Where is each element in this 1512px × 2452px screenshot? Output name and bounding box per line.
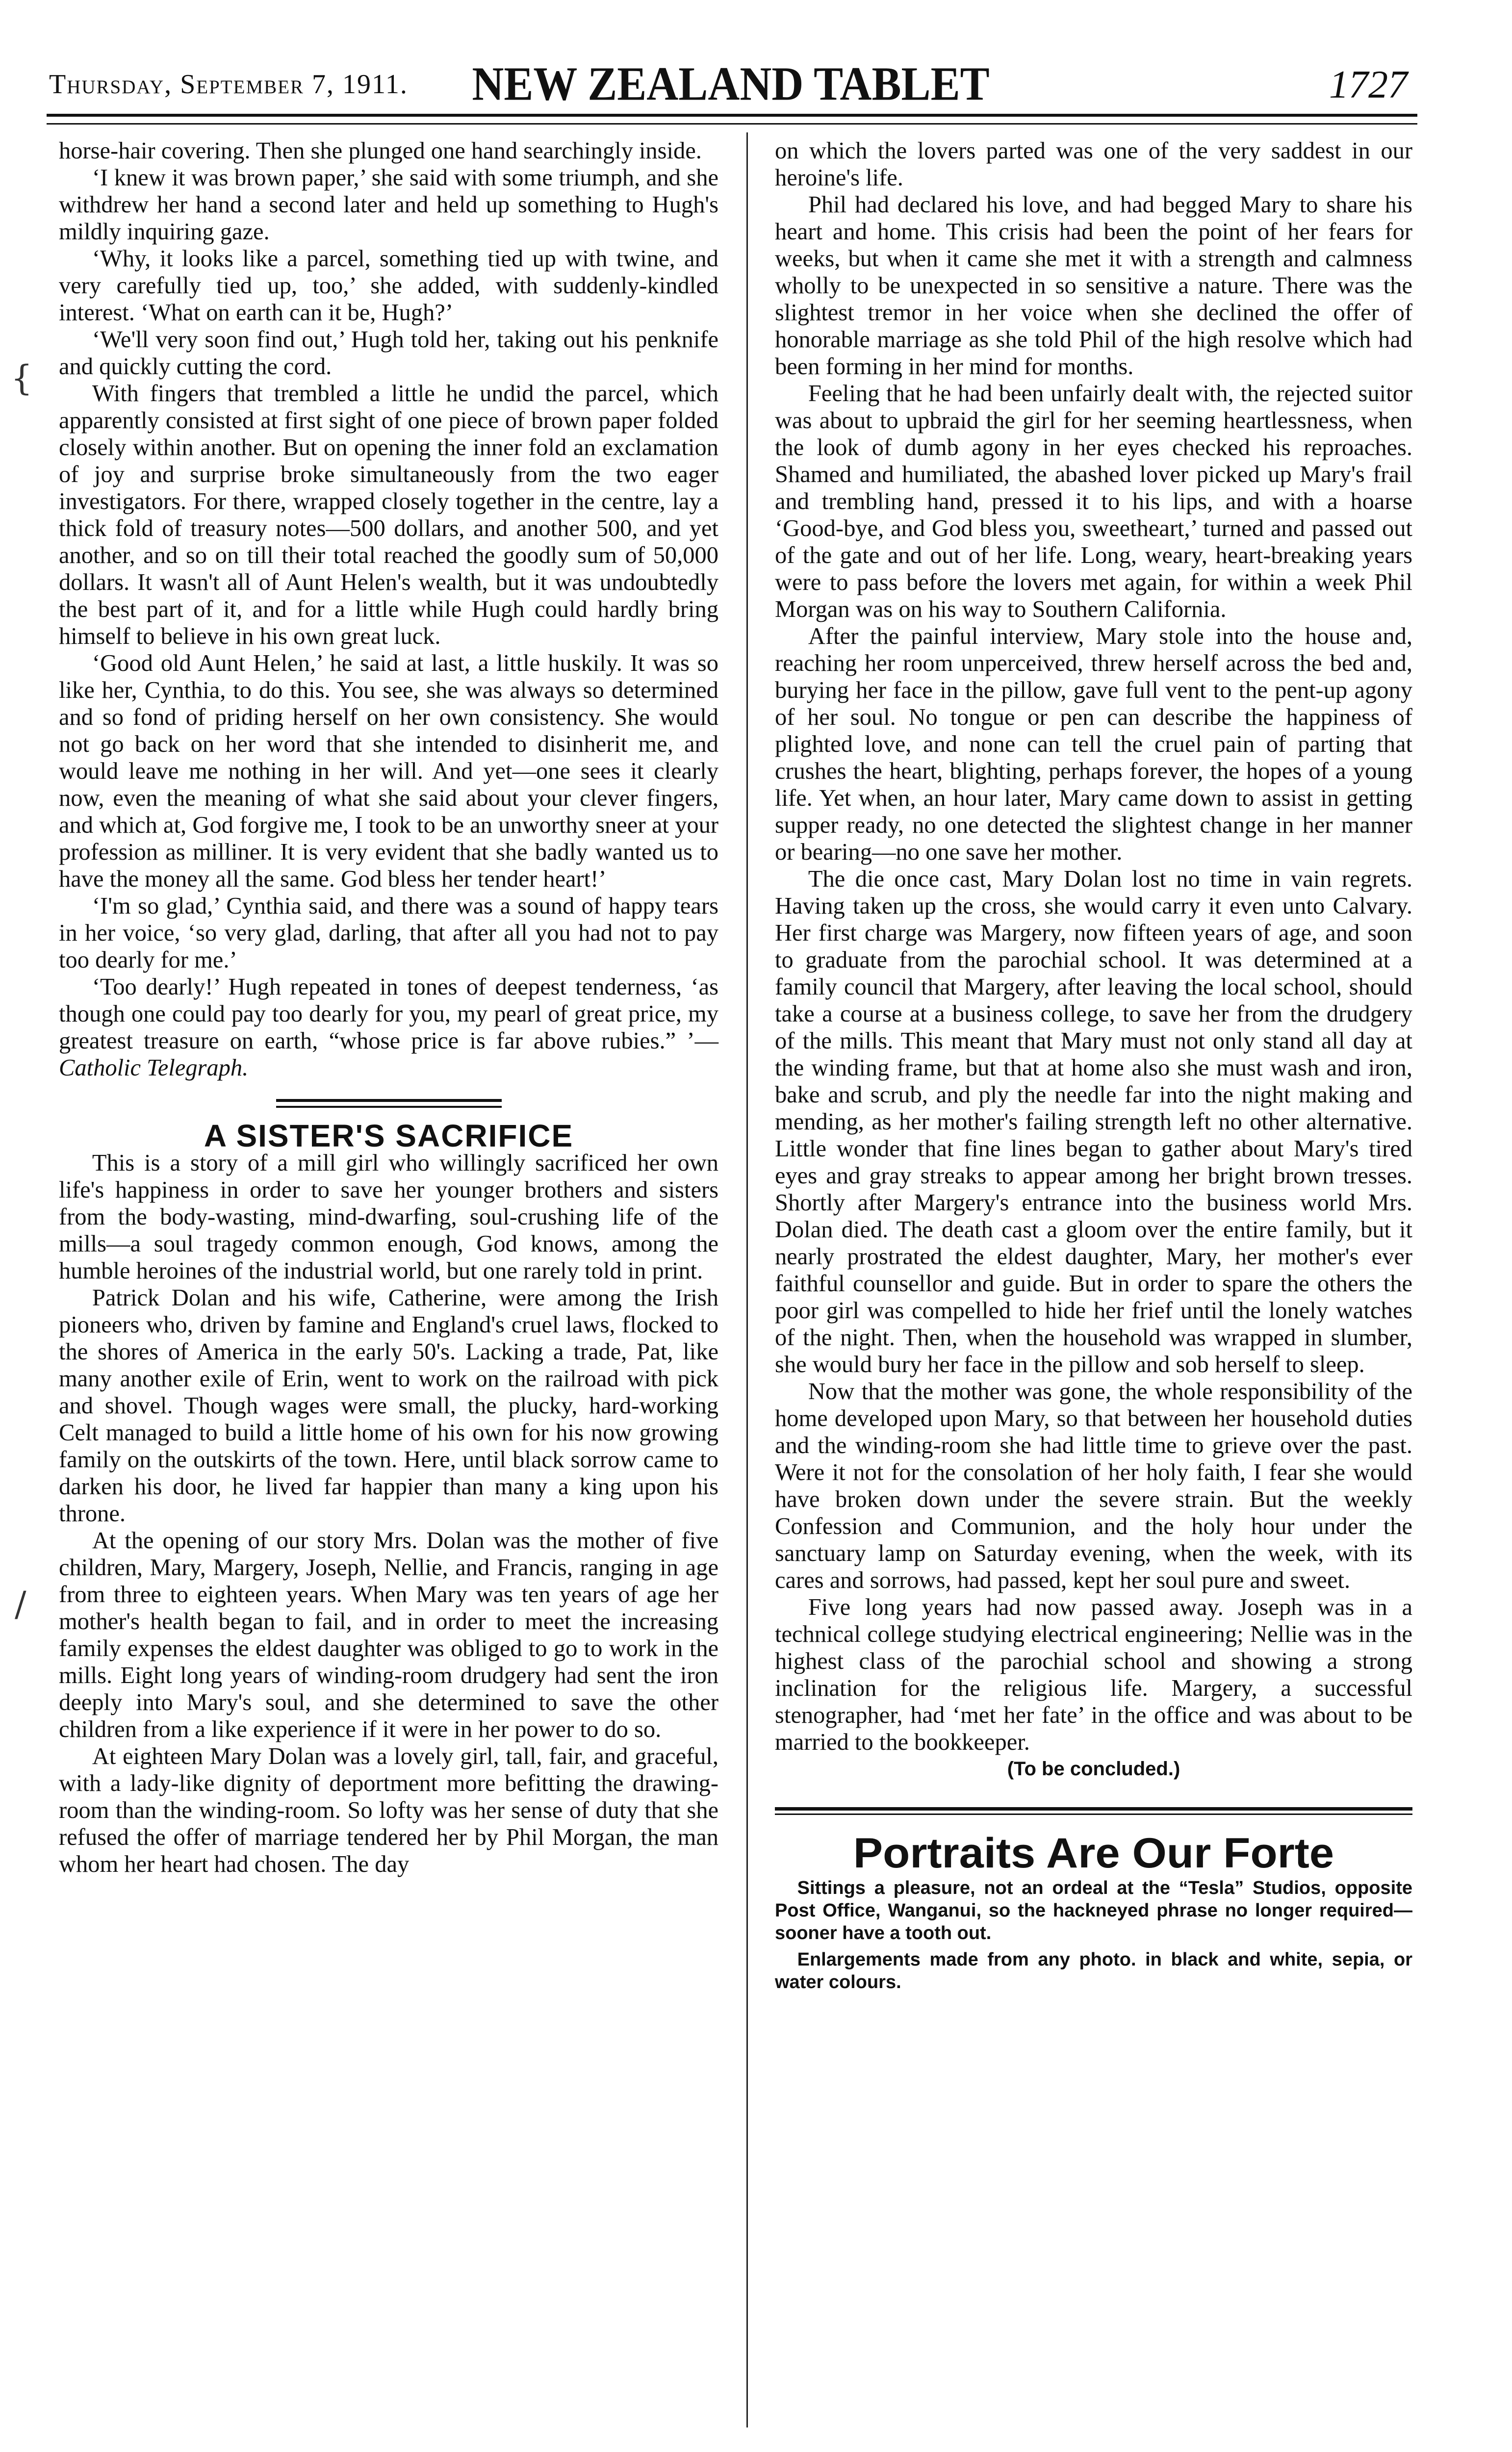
paragraph: ‘I knew it was brown paper,’ she said with some triumph, and she withdrew her hand a second later and held up something to Hugh's mildly inquiring gaze. (59, 165, 718, 245)
story-paragraph: At the opening of our story Mrs. Dolan was the mother of five children, Mary, Margery, Joseph, Nellie, and Francis, ranging in age from three to eighteen years. When Mary was ten years of age her mother's health began to fail, and in order to meet the increasing family expenses the eldest daughter was obliged to go to work in the mills. Eight long years of winding-room drudgery had sent the iron deeply into Mary's soul, and she determined to save the other children from a like experience if it were in her power to do so. (59, 1528, 718, 1742)
section-title: A SISTER'S SACRIFICE (204, 1118, 574, 1153)
story-paragraph: After the painful interview, Mary stole into the house and, reaching her room unperceived, threw herself across the bed and, burying her face in the pillow, gave full vent to the pent-up agony of her soul. No tongue or pen can describe the happiness of plighted love, and none can tell the cruel pain of parting that crushes the heart, blighting, perhaps forever, the hopes of a young life. Yet when, an hour later, Mary came down to assist in getting supper ready, no one detected the slightest change in her manner or bearing—no one save her mother. (775, 623, 1412, 865)
advertisement-body (775, 1877, 1412, 1993)
paragraph: With fingers that trembled a little he undid the parcel, which apparently consisted at first sight of one piece of brown paper folded closely within another. But on opening the inner fold an exclamation of joy and surprise broke simultaneously from the two eager investigators. For there, wrapped closely together in the centre, lay a thick fold of treasury notes—500 dollars, and another 500, and yet another, and so on till their total reached the goodly sum of 50,000 dollars. It wasn't all of Aunt Helen's wealth, but it was undoubtedly the best part of it, and for a little while Hugh could hardly bring himself to believe in his own great luck. (59, 381, 718, 649)
page-header (49, 59, 1412, 113)
paragraph-final (59, 973, 718, 1081)
paragraph: ‘We'll very soon find out,’ Hugh told her, taking out his penknife and quickly cutting the cord. (59, 327, 718, 380)
advertisement-paragraph: Sittings a pleasure, not an ordeal at the “Tesla” Studios, opposite Post Office, Wanganui, so the hackneyed phrase no longer required—sooner have a tooth out. (775, 1878, 1412, 1943)
paragraph: ‘Why, it looks like a parcel, something tied up with twine, and very carefully tied up, too,’ she added, with suddenly-kindled interest. ‘What on earth can it be, Hugh?’ (59, 246, 718, 326)
paragraph: horse-hair covering. Then she plunged one hand searchingly inside. (59, 138, 702, 164)
margin-mark-slash: / (15, 1584, 26, 1624)
story-paragraph: At eighteen Mary Dolan was a lovely girl, tall, fair, and graceful, with a lady-like dignity of deportment more befitting the drawing-room than the winding-room. So lofty was her sense of duty that she refused the offer of marriage tendered her by Phil Morgan, the man whom her heart had chosen. The day (59, 1743, 718, 1877)
paragraph: ‘I'm so glad,’ Cynthia said, and there was a sound of happy tears in her voice, ‘so very glad, darling, that after all you had not to pay too dearly for me.’ (59, 893, 718, 973)
page-number: 1727 (1329, 63, 1408, 106)
story-paragraph: on which the lovers parted was one of the very saddest in our heroine's life. (775, 138, 1412, 191)
source-credit: Catholic Telegraph. (59, 1055, 249, 1081)
column-divider (746, 132, 748, 2427)
header-rule (47, 114, 1417, 125)
story-paragraph: Five long years had now passed away. Joseph was in a technical college studying electrical engineering; Nellie was in the highest class of the parochial school and showing a strong inclination for the religious life. Margery, a successful stenographer, had ‘met her fate’ in the office and was about to be married to the bookkeeper. (775, 1594, 1412, 1755)
story-paragraph: Now that the mother was gone, the whole responsibility of the home developed upon Mary, so that between her household duties and the winding-room she had little time to grieve over the past. Were it not for the consolation of her holy faith, I fear she would have broken down under the severe strain. But the weekly Confession and Communion, and the holy hour under the sanctuary lamp on Saturday evening, when the week, with its cares and sorrows, had passed, kept her soul pure and sweet. (775, 1379, 1412, 1593)
advertisement-paragraph: Enlargements made from any photo. in black and white, sepia, or water colours. (775, 1949, 1412, 1992)
advertisement-rule (775, 1807, 1412, 1815)
advertisement-headline: Portraits Are Our Forte (853, 1830, 1334, 1877)
paragraph: ‘Good old Aunt Helen,’ he said at last, a little huskily. It was so like her, Cynthia, to do this. You see, she was always so determined and so fond of priding herself on her own consistency. She would not go back on her word that she intended to disinherit me, and would leave me nothing in her will. And yet—one sees it clearly now, even the meaning of what she said about your clever fingers, and which at, God forgive me, I took to be an unworthy sneer at your profession as milliner. It is very evident that she badly wanted us to have the money all the same. God bless her tender heart!’ (59, 650, 718, 892)
publication-title: NEW ZEALAND TABLET (472, 58, 990, 110)
story-paragraph: This is a story of a mill girl who willingly sacrificed her own life's happiness in order to save her younger brothers and sisters from the body-wasting, mind-dwarfing, soul-crushing life of the mills—a soul tragedy common enough, God knows, among the humble heroines of the industrial world, but one rarely told in print. (59, 1150, 718, 1284)
section-rule (276, 1099, 502, 1108)
issue-date: Thursday, September 7, 1911. (49, 69, 408, 100)
right-column (775, 137, 1412, 1997)
story-paragraph: Patrick Dolan and his wife, Catherine, were among the Irish pioneers who, driven by famine and England's cruel laws, flocked to the shores of America in the early 50's. Lacking a trade, Pat, like many another exile of Erin, went to work on the railroad with pick and shovel. Though wages were small, the plucky, hard-working Celt managed to build a little home of his own for his now growing family on the outskirts of the town. Here, until black sorrow came to darken his door, he lived far happier than many a king upon his throne. (59, 1285, 718, 1527)
margin-mark-brace: { (11, 358, 33, 398)
story-paragraph: Feeling that he had been unfairly dealt with, the rejected suitor was about to upbraid the girl for her seeming heartlessness, when the look of dumb agony in her eyes checked his reproaches. Shamed and humiliated, the abashed lover picked up Mary's frail and trembling hand, pressed it to his lips, and with a hoarse ‘Good-bye, and God bless you, sweetheart,’ turned and passed out of the gate and out of her life. Long, weary, heart-breaking years were to pass before the lovers met again, for within a week Phil Morgan was on his way to Southern California. (775, 381, 1412, 622)
story-paragraph: Phil had declared his love, and had begged Mary to share his heart and home. This crisis had been the point of her fears for weeks, but when it came she met it with a strength and calmness wholly to be unexpected in so sensitive a nature. There was the slightest tremor in her voice when she declined the offer of honorable marriage as she told Phil of the high resolve which had been forming in her mind for months. (775, 192, 1412, 380)
advertisement (775, 1830, 1412, 1993)
final-text: ‘Too dearly!’ Hugh repeated in tones of deepest tenderness, ‘as though one could pay too dearly for you, my pearl of great price, my greatest treasure on earth, “whose price is far above rubies.” ’— (59, 974, 718, 1054)
story-paragraph: The die once cast, Mary Dolan lost no time in vain regrets. Having taken up the cross, she would carry it even unto Calvary. Her first charge was Margery, now fifteen years of age, and soon to graduate from the parochial school. It was determined at a family council that Margery, after leaving the local school, should take a course at a business college, to save her from the drudgery of the mills. This meant that Mary must not only stand all day at the winding frame, but that at home also she must wash and iron, bake and scrub, and ply the needle far into the night making and mending, as her mother's failing strength left no other alternative. Little wonder that fine lines began to gather about Mary's tired eyes and gray streaks to appear among her bright brown tresses. Shortly after Margery's entrance into the business world Mrs. Dolan died. The death cast a gloom over the entire family, but it nearly prostrated the eldest daughter, Mary, her mother's ever faithful counsellor and guide. But in order to spare the others the poor girl was compelled to hide her frief until the lonely watches of the night. Then, when the household was wrapped in slumber, she would bury her face in the pillow and sob herself to sleep. (775, 866, 1412, 1378)
left-column (59, 137, 718, 1878)
to-be-concluded: (To be concluded.) (1007, 1758, 1180, 1780)
